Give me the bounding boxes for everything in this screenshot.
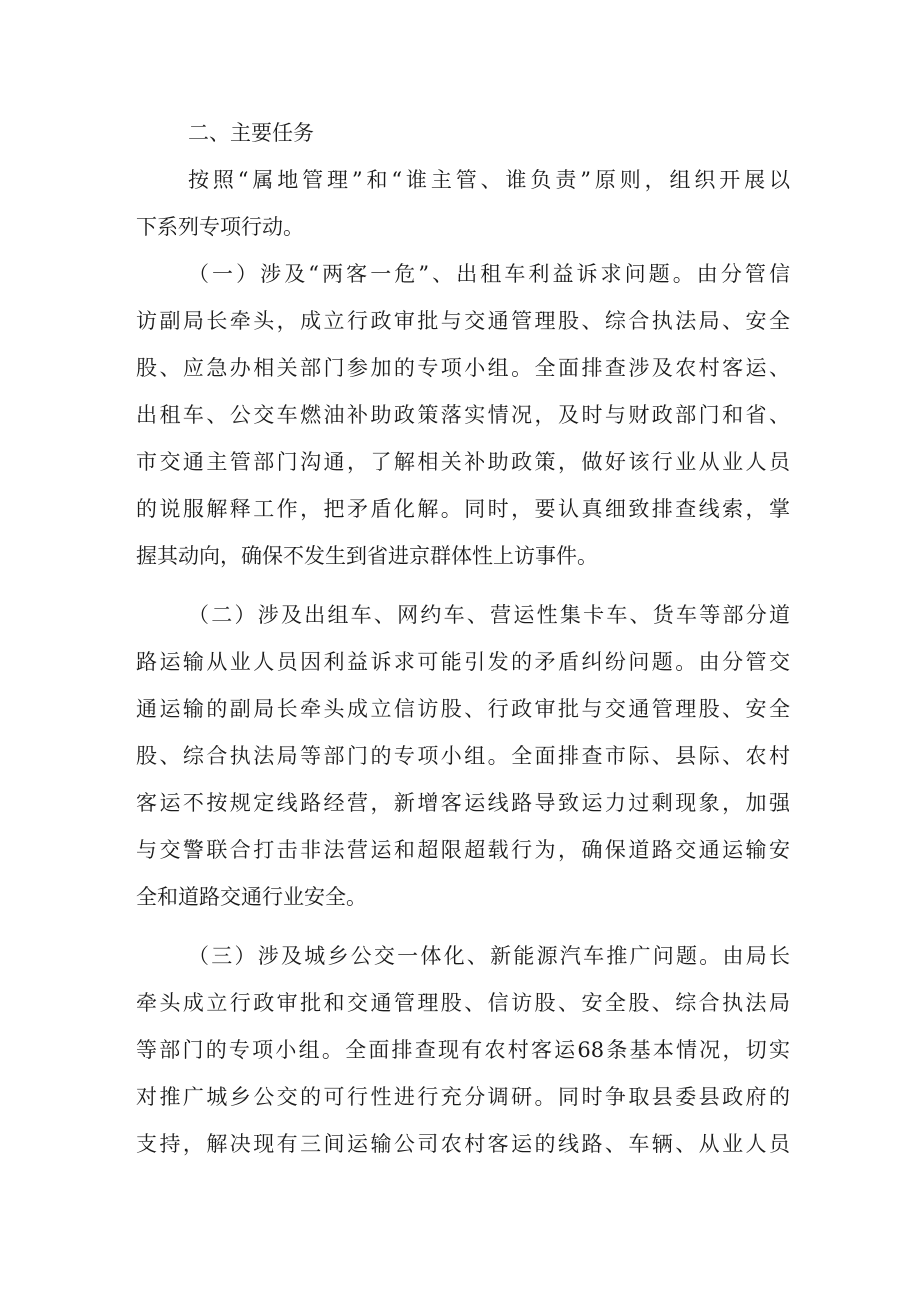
section-heading: 二、主要任务 — [188, 121, 314, 145]
item2-line-5: 客运不按规定线路经营，新增客运线路导致运力过剩现象，加强 — [136, 791, 790, 815]
item3-line-4: 对推广城乡公交的可行性进行充分调研。同时争取县委县政府的 — [136, 1085, 790, 1109]
item1-line-5: 市交通主管部门沟通，了解相关补助政策，做好该行业从业人员 — [136, 450, 790, 474]
item1-line-7: 握其动向，确保不发生到省进京群体性上访事件。 — [136, 544, 598, 568]
item2-line-4: 股、综合执法局等部门的专项小组。全面排查市际、县际、农村 — [136, 744, 790, 768]
item1-line-6: 的说服解释工作，把矛盾化解。同时，要认真细致排查线索，掌 — [136, 497, 790, 521]
item2-line-7: 全和道路交通行业安全。 — [136, 885, 367, 909]
item3-line-5: 支持，解决现有三间运输公司农村客运的线路、车辆、从业人员 — [136, 1132, 790, 1156]
item3-line-2: 牵头成立行政审批和交通管理股、信访股、安全股、综合执法局 — [136, 991, 790, 1015]
item1-line-1: （一）涉及“两客一危”、出租车利益诉求问题。由分管信 — [188, 262, 790, 286]
item3-line-1: （三）涉及城乡公交一体化、新能源汽车推广问题。由局长 — [188, 944, 790, 968]
item1-line-2: 访副局长牵头，成立行政审批与交通管理股、综合执法局、安全 — [136, 309, 790, 333]
item2-line-6: 与交警联合打击非法营运和超限超载行为，确保道路交通运输安 — [136, 838, 790, 862]
item2-line-2: 路运输从业人员因利益诉求可能引发的矛盾纠纷问题。由分管交 — [136, 650, 790, 674]
item3-line-3: 等部门的专项小组。全面排查现有农村客运68条基本情况，切实 — [136, 1038, 790, 1062]
item1-line-3: 股、应急办相关部门参加的专项小组。全面排查涉及农村客运、 — [136, 356, 790, 380]
item2-line-1: （二）涉及出组车、网约车、营运性集卡车、货车等部分道 — [188, 603, 790, 627]
item1-line-4: 出租车、公交车燃油补助政策落实情况，及时与财政部门和省、 — [136, 403, 790, 427]
intro-line-2: 下系列专项行动。 — [136, 215, 304, 239]
item2-line-3: 通运输的副局长牵头成立信访股、行政审批与交通管理股、安全 — [136, 697, 790, 721]
intro-line-1: 按照“属地管理”和“谁主管、谁负责”原则，组织开展以 — [188, 168, 790, 192]
